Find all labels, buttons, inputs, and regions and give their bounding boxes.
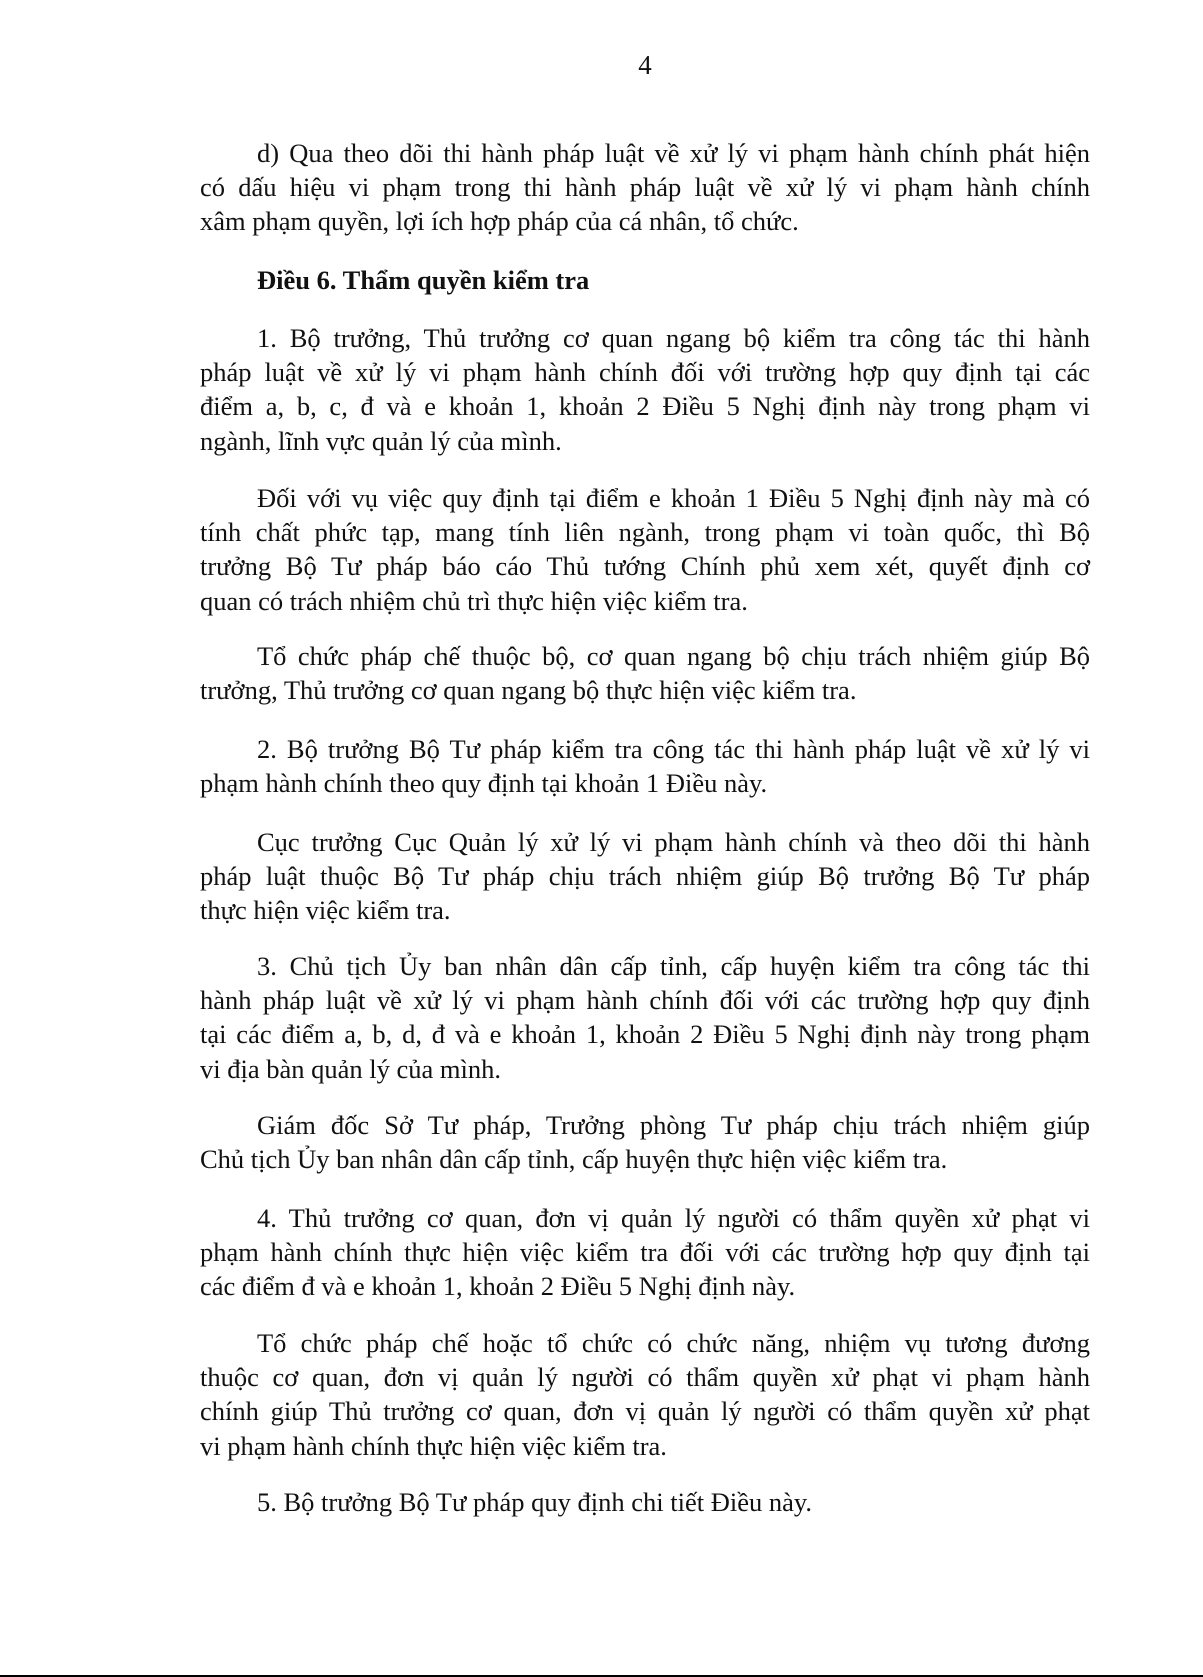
text-line: vi phạm hành chính thực hiện việc kiểm tra. [200, 1430, 667, 1461]
page-number: 4 [638, 50, 652, 80]
text-line: d) Qua theo dõi thi hành pháp luật về xử lý vi phạm hành chính phát hiện [257, 138, 1090, 168]
text-line: vi địa bàn quản lý của mình. [200, 1053, 501, 1084]
text-line: Chủ tịch Ủy ban nhân dân cấp tỉnh, cấp huyện thực hiện việc kiểm tra. [200, 1144, 948, 1175]
text-line: xâm phạm quyền, lợi ích hợp pháp của cá nhân, tổ chức. [200, 206, 799, 237]
text-line: điểm a, b, c, đ và e khoản 1, khoản 2 Điều 5 Nghị định này trong phạm vi [200, 391, 1090, 422]
text-line: tại các điểm a, b, d, đ và e khoản 1, khoản 2 Điều 5 Nghị định này trong phạm [200, 1019, 1090, 1050]
text-line: 3. Chủ tịch Ủy ban nhân dân cấp tỉnh, cấp huyện kiểm tra công tác thi [257, 951, 1090, 981]
text-line: ngành, lĩnh vực quản lý của mình. [200, 425, 562, 456]
text-line: chính giúp Thủ trưởng cơ quan, đơn vị quản lý người có thẩm quyền xử phạt [200, 1396, 1090, 1427]
text-line: thuộc cơ quan, đơn vị quản lý người có thẩm quyền xử phạt vi phạm hành [200, 1362, 1090, 1393]
text-line: phạm hành chính thực hiện việc kiểm tra đối với các trường hợp quy định tại [200, 1237, 1090, 1268]
text-line: Đối với vụ việc quy định tại điểm e khoản 1 Điều 5 Nghị định này mà có [257, 483, 1090, 513]
text-line: pháp luật thuộc Bộ Tư pháp chịu trách nhiệm giúp Bộ trưởng Bộ Tư pháp [200, 861, 1090, 892]
text-line: pháp luật về xử lý vi phạm hành chính đối với trường hợp quy định tại các [200, 357, 1090, 388]
paragraph [200, 639, 1090, 707]
text-line: có dấu hiệu vi phạm trong thi hành pháp luật về xử lý vi phạm hành chính [200, 172, 1090, 203]
paragraph [200, 825, 1090, 928]
paragraph-clause-d [200, 136, 1090, 239]
text-line: trưởng Bộ Tư pháp báo cáo Thủ tướng Chính phủ xem xét, quyết định cơ [200, 551, 1090, 582]
text-line: 1. Bộ trưởng, Thủ trưởng cơ quan ngang bộ kiểm tra công tác thi hành [257, 323, 1090, 353]
paragraph [200, 321, 1090, 458]
article-heading: Điều 6. Thẩm quyền kiểm tra [257, 265, 590, 295]
paragraph [200, 1485, 1090, 1519]
text-line: 2. Bộ trưởng Bộ Tư pháp kiểm tra công tác thi hành pháp luật về xử lý vi [257, 734, 1090, 764]
text-line: phạm hành chính theo quy định tại khoản 1 Điều này. [200, 768, 768, 799]
text-line: 4. Thủ trưởng cơ quan, đơn vị quản lý người có thẩm quyền xử phạt vi [257, 1203, 1090, 1233]
text-line: 5. Bộ trưởng Bộ Tư pháp quy định chi tiết Điều này. [257, 1487, 813, 1517]
paragraph [200, 1201, 1090, 1304]
paragraph [200, 481, 1090, 618]
text-line: các điểm đ và e khoản 1, khoản 2 Điều 5 Nghị định này. [200, 1271, 796, 1302]
paragraph [200, 1108, 1090, 1176]
text-line: quan có trách nhiệm chủ trì thực hiện việc kiểm tra. [200, 585, 748, 616]
paragraph [200, 949, 1090, 1086]
text-line: trưởng, Thủ trưởng cơ quan ngang bộ thực hiện việc kiểm tra. [200, 675, 857, 706]
text-line: Tổ chức pháp chế hoặc tổ chức có chức năng, nhiệm vụ tương đương [257, 1328, 1090, 1358]
text-line: tính chất phức tạp, mang tính liên ngành, trong phạm vi toàn quốc, thì Bộ [200, 517, 1090, 548]
paragraph [200, 732, 1090, 800]
text-line: Giám đốc Sở Tư pháp, Trưởng phòng Tư pháp chịu trách nhiệm giúp [257, 1110, 1090, 1140]
text-line: Tổ chức pháp chế thuộc bộ, cơ quan ngang bộ chịu trách nhiệm giúp Bộ [257, 641, 1090, 671]
text-line: Cục trưởng Cục Quản lý xử lý vi phạm hành chính và theo dõi thi hành [257, 827, 1090, 857]
text-line: hành pháp luật về xử lý vi phạm hành chính đối với các trường hợp quy định [200, 985, 1090, 1016]
text-line: thực hiện việc kiểm tra. [200, 895, 451, 926]
paragraph [200, 1326, 1090, 1463]
